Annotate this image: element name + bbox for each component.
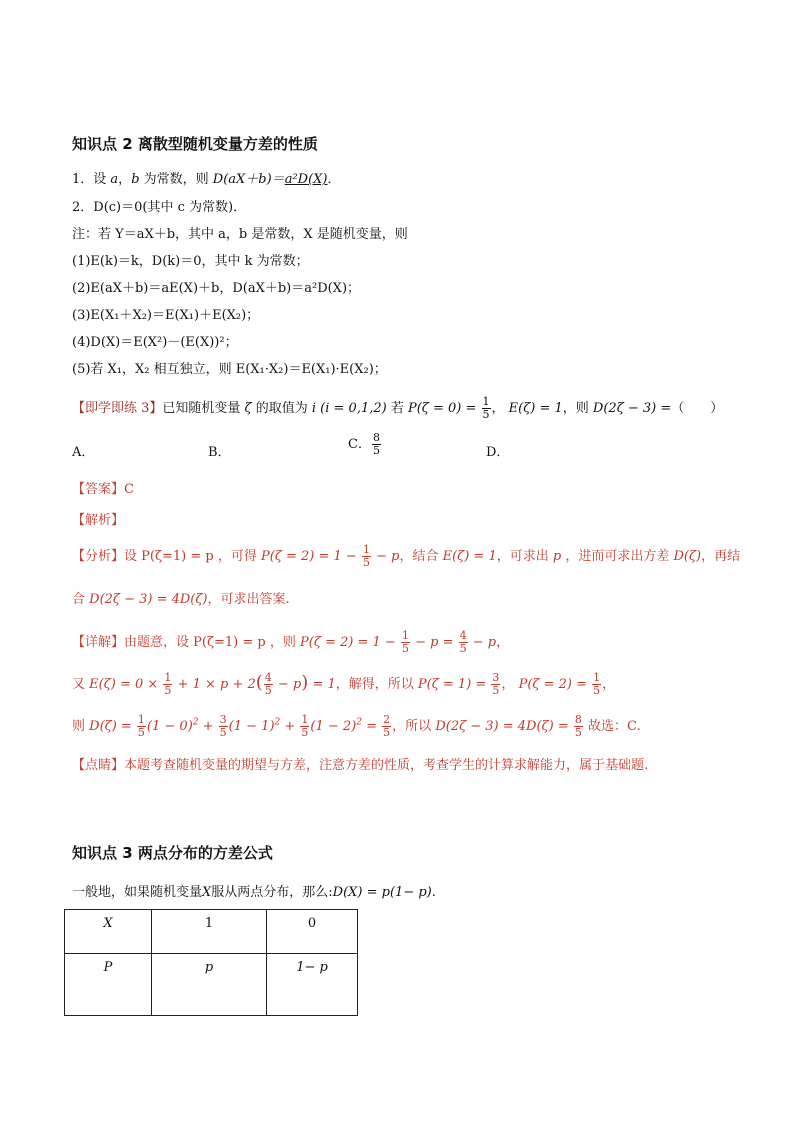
section3-title: 知识点 3 两点分布的方差公式 bbox=[72, 844, 273, 862]
fenxi-tag: 【分析】 bbox=[72, 549, 125, 564]
option-d: D． bbox=[486, 445, 510, 460]
answer-value: C bbox=[124, 482, 134, 497]
table-cell: 1− p bbox=[267, 954, 358, 1016]
comment-line: 【点睛】本题考查随机变量的期望与方差，注意方差的性质，考查学生的计算求解能力，属于基础题. bbox=[72, 758, 649, 773]
note-item-4: (4)D(X)＝E(X²)－(E(X))²； bbox=[72, 335, 238, 350]
note-item-2: (2)E(aX＋b)＝aE(X)＋b，D(aX＋b)＝a²D(X)； bbox=[72, 281, 361, 296]
section3-intro: 一般地，如果随机变量X服从两点分布，那么:D(X) = p(1− p). bbox=[72, 885, 436, 900]
note-item-3: (3)E(X₁＋X₂)＝E(X₁)＋E(X₂)； bbox=[72, 308, 260, 323]
answer-tag: 【答案】 bbox=[72, 482, 125, 497]
answer-underline: a²D(X) bbox=[284, 172, 328, 187]
table-cell: P bbox=[65, 954, 152, 1016]
detail-line-2: 又 E(ζ) = 0 × $\frac{1}{5}$ + 1 × p + 2( $\frac{4}{5}$ − p) = 1，解得，所以 P(ζ = 1) = $\frac{3}{5}$ ， P(ζ = 2) = $\frac{1}{5}$ ， bbox=[72, 671, 616, 697]
table-cell: p bbox=[152, 954, 267, 1016]
variance-formula: D(X) = p(1− p) bbox=[332, 885, 432, 900]
section-title: 知识点 2 离散型随机变量方差的性质 bbox=[72, 135, 318, 153]
fenxi-line-1: 【分析】设 P(ζ=1) = p ，可得 P(ζ = 2) = 1 − $\frac{1}{5}$ − p，结合 E(ζ) = 1，可求出 p ，进而可求出方差 D(ζ)，再结 bbox=[72, 543, 741, 569]
exercise-stem: 【即学即练 3】已知随机变量 ζ 的取值为 i (i = 0,1,2) 若 P(ζ = 0) = $\frac{1}{5}$ ， E(ζ) = 1，则 D(2ζ − 3) =（ ） bbox=[72, 395, 724, 421]
option-a: A． bbox=[72, 445, 95, 460]
detail-tag: 【详解】 bbox=[72, 635, 125, 650]
table-cell: 0 bbox=[267, 910, 358, 954]
property-line-1: 1．设 a，b 为常数，则 D(aX＋b)＝a²D(X)． bbox=[72, 172, 341, 187]
table-cell: 1 bbox=[152, 910, 267, 954]
property-line-2: 2．D(c)＝0(其中 c 为常数)． bbox=[72, 200, 247, 215]
note-item-5: (5)若 X₁，X₂ 相互独立，则 E(X₁·X₂)＝E(X₁)·E(X₂)； bbox=[72, 362, 387, 377]
answer-line bbox=[72, 478, 134, 497]
exercise-tag: 【即学即练 3】 bbox=[72, 401, 163, 416]
table-cell: X bbox=[65, 910, 152, 954]
detail-line-1: 【详解】由题意，设 P(ζ=1) = p ，则 P(ζ = 2) = 1 − $\frac{1}{5}$ − p = $\frac{4}{5}$ − p， bbox=[72, 629, 510, 655]
detail-line-3: 则 D(ζ) = $\frac{1}{5}$ $(1 - 0)^2$ + $\frac{3}{5}$ $(1 - 1)^2$ + $\frac{1}{5}$ $(1 - 2)^2$ = $\frac{2}{5}$ ，所以 D(2ζ − 3) = 4D(ζ) = $\frac{8}{5}$ 故选：C. bbox=[72, 713, 641, 739]
note-item-1: (1)E(k)＝k，D(k)＝0，其中 k 为常数； bbox=[72, 254, 309, 269]
option-b: B． bbox=[208, 445, 231, 460]
note-line: 注：若 Y＝aX＋b，其中 a，b 是常数，X 是随机变量，则 bbox=[72, 227, 408, 242]
table-row bbox=[65, 954, 358, 1016]
fenxi-line-2: 合 D(2ζ − 3) = 4D(ζ)，可求出答案. bbox=[72, 592, 290, 607]
table-row bbox=[65, 910, 358, 954]
analysis-tag: 【解析】 bbox=[72, 513, 125, 528]
distribution-table bbox=[64, 909, 358, 1016]
comment-tag: 【点睛】 bbox=[72, 758, 125, 773]
option-c: C． $\frac{8}{5}$ bbox=[348, 431, 380, 457]
